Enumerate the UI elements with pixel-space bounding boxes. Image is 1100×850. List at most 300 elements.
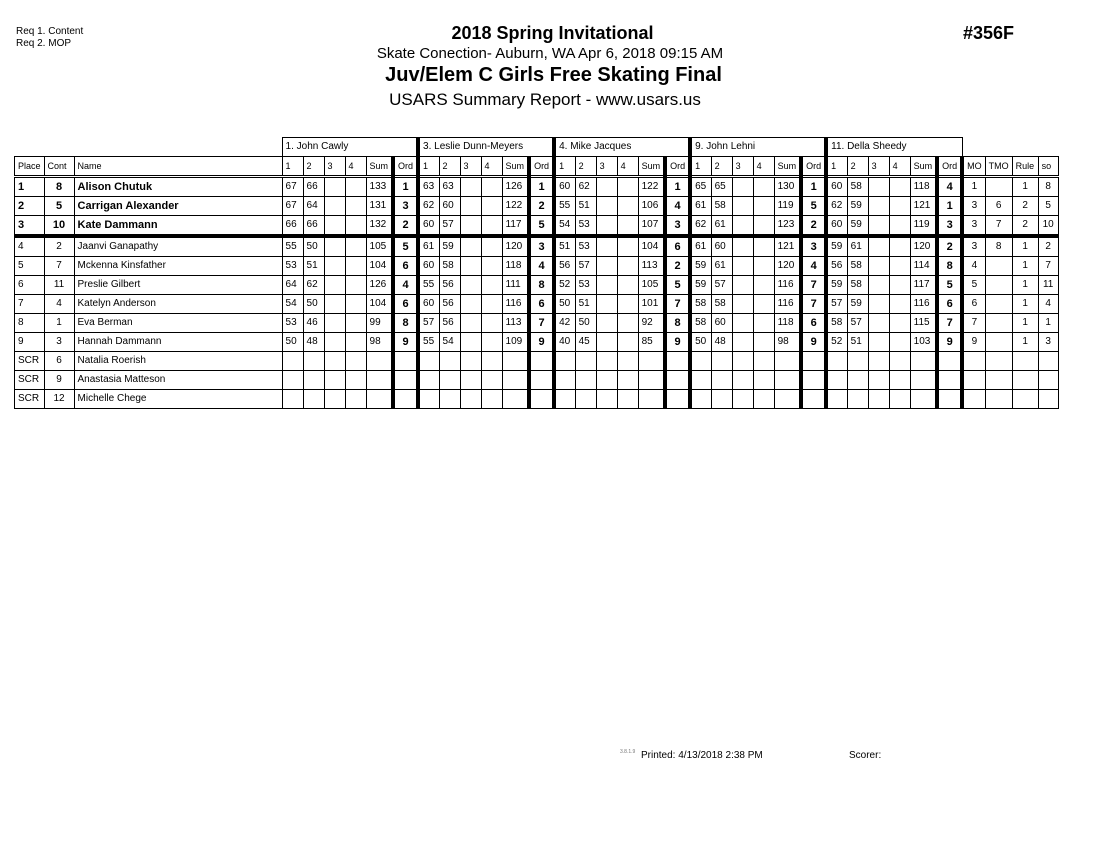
score-4-cell [345,333,366,352]
score-ordinal-cell: 6 [529,295,554,314]
score-1-cell: 60 [418,295,439,314]
score-3-cell [324,390,345,409]
col-judge-1: 1 [418,157,439,177]
score-2-cell: 53 [575,216,596,237]
score-1-cell: 59 [690,276,711,295]
score-2-cell: 58 [847,276,868,295]
score-1-cell: 60 [826,216,847,237]
score-2-cell: 58 [847,177,868,197]
score-4-cell [753,177,774,197]
score-4-cell [345,276,366,295]
place-cell: 1 [15,177,45,197]
score-1-cell: 67 [282,177,303,197]
score-sum-cell [638,371,665,390]
score-2-cell: 66 [303,216,324,237]
score-sum-cell: 117 [910,276,937,295]
score-2-cell: 56 [439,276,460,295]
score-3-cell [732,314,753,333]
score-2-cell: 53 [575,236,596,257]
score-3-cell [732,390,753,409]
col-judge-ord: Ord [529,157,554,177]
score-3-cell [868,197,889,216]
score-2-cell: 59 [847,295,868,314]
score-sum-cell: 98 [774,333,801,352]
score-3-cell [460,197,481,216]
score-ordinal-cell: 6 [937,295,962,314]
score-3-cell [868,236,889,257]
score-ordinal-cell [937,390,962,409]
score-sum-cell: 118 [910,177,937,197]
event-title: Juv/Elem C Girls Free Skating Final [385,64,722,86]
score-1-cell [418,352,439,371]
score-2-cell [575,371,596,390]
col-judge-2: 2 [303,157,324,177]
score-4-cell [345,257,366,276]
score-4-cell [753,216,774,237]
col-judge-3: 3 [596,157,617,177]
score-sum-cell: 98 [366,333,393,352]
score-4-cell [481,177,502,197]
score-1-cell: 66 [282,216,303,237]
score-2-cell: 64 [303,197,324,216]
col-judge-4: 4 [345,157,366,177]
score-2-cell [847,371,868,390]
score-1-cell: 52 [826,333,847,352]
score-sum-cell [366,390,393,409]
score-sum-cell: 118 [774,314,801,333]
score-ordinal-cell: 2 [665,257,690,276]
score-ordinal-cell: 4 [801,257,826,276]
score-3-cell [868,177,889,197]
score-ordinal-cell: 6 [665,236,690,257]
score-2-cell: 51 [575,197,596,216]
contestant-number-cell: 8 [44,177,74,197]
score-3-cell [732,236,753,257]
skater-name-cell: Anastasia Matteson [74,371,282,390]
score-2-cell: 57 [439,216,460,237]
score-3-cell [596,371,617,390]
score-ordinal-cell [665,352,690,371]
score-1-cell [554,390,575,409]
score-2-cell: 58 [711,295,732,314]
score-sum-cell: 119 [774,197,801,216]
score-1-cell: 60 [554,177,575,197]
tmo-cell [985,390,1012,409]
place-cell: SCR [15,352,45,371]
score-ordinal-cell [393,371,418,390]
score-sum-cell [638,390,665,409]
col-rule: Rule [1012,157,1038,177]
score-ordinal-cell: 1 [665,177,690,197]
so-cell: 5 [1038,197,1058,216]
score-1-cell: 53 [282,314,303,333]
col-judge-2: 2 [847,157,868,177]
score-1-cell: 64 [282,276,303,295]
score-1-cell: 60 [418,216,439,237]
col-name: Name [74,157,282,177]
score-3-cell [732,197,753,216]
score-1-cell: 42 [554,314,575,333]
score-sum-cell: 107 [638,216,665,237]
score-2-cell [439,371,460,390]
rule-cell: 1 [1012,177,1038,197]
place-cell: 3 [15,216,45,237]
score-4-cell [481,352,502,371]
score-ordinal-cell: 6 [801,314,826,333]
score-sum-cell: 92 [638,314,665,333]
score-ordinal-cell: 9 [801,333,826,352]
score-1-cell [554,352,575,371]
score-1-cell [282,352,303,371]
col-judge-1: 1 [282,157,303,177]
score-sum-cell: 118 [502,257,529,276]
score-3-cell [868,371,889,390]
score-4-cell [617,295,638,314]
score-sum-cell: 85 [638,333,665,352]
score-2-cell: 62 [575,177,596,197]
score-4-cell [889,295,910,314]
score-sum-cell: 126 [502,177,529,197]
place-cell: SCR [15,390,45,409]
score-ordinal-cell: 1 [937,197,962,216]
score-ordinal-cell: 4 [937,177,962,197]
rule-cell [1012,390,1038,409]
score-2-cell: 60 [711,314,732,333]
score-1-cell [418,371,439,390]
score-1-cell [826,371,847,390]
score-ordinal-cell: 3 [937,216,962,237]
score-3-cell [868,295,889,314]
score-sum-cell [502,390,529,409]
score-3-cell [596,333,617,352]
score-4-cell [889,257,910,276]
score-3-cell [460,216,481,237]
place-cell: 8 [15,314,45,333]
score-1-cell [690,371,711,390]
score-3-cell [596,314,617,333]
so-cell: 1 [1038,314,1058,333]
so-cell: 4 [1038,295,1058,314]
score-ordinal-cell: 4 [529,257,554,276]
col-tmo: TMO [985,157,1012,177]
score-4-cell [889,216,910,237]
requirement-2: Req 2. MOP [16,38,72,49]
score-1-cell: 59 [690,257,711,276]
score-4-cell [753,333,774,352]
score-1-cell: 51 [554,236,575,257]
competition-title: 2018 Spring Invitational [451,23,654,43]
score-2-cell: 53 [575,276,596,295]
score-ordinal-cell: 6 [393,257,418,276]
score-2-cell: 65 [711,177,732,197]
skater-name-cell: Mckenna Kinsfather [74,257,282,276]
score-1-cell: 55 [418,276,439,295]
score-2-cell [847,390,868,409]
rule-cell: 1 [1012,333,1038,352]
score-1-cell: 55 [282,236,303,257]
score-ordinal-cell: 4 [393,276,418,295]
score-1-cell [690,352,711,371]
score-2-cell: 61 [847,236,868,257]
score-3-cell [596,216,617,237]
col-so: so [1038,157,1058,177]
score-ordinal-cell: 5 [801,197,826,216]
score-3-cell [868,333,889,352]
place-cell: 6 [15,276,45,295]
table-row [15,257,1059,276]
score-1-cell: 50 [690,333,711,352]
place-cell: 9 [15,333,45,352]
score-sum-cell: 111 [502,276,529,295]
mo-cell: 5 [962,276,985,295]
score-sum-cell: 116 [774,295,801,314]
score-sum-cell: 126 [366,276,393,295]
rule-cell: 2 [1012,216,1038,237]
score-2-cell: 63 [439,177,460,197]
contestant-number-cell: 3 [44,333,74,352]
score-3-cell [868,276,889,295]
score-3-cell [324,333,345,352]
contestant-number-cell: 11 [44,276,74,295]
col-judge-1: 1 [826,157,847,177]
score-2-cell [439,352,460,371]
score-2-cell: 59 [847,216,868,237]
score-1-cell: 55 [554,197,575,216]
score-sum-cell: 116 [774,276,801,295]
score-4-cell [345,314,366,333]
score-2-cell: 54 [439,333,460,352]
col-judge-2: 2 [711,157,732,177]
score-sum-cell: 117 [502,216,529,237]
col-judge-sum: Sum [638,157,665,177]
score-ordinal-cell: 9 [665,333,690,352]
judge-name: 4. Mike Jacques [554,138,690,157]
score-sum-cell: 120 [774,257,801,276]
score-sum-cell: 131 [366,197,393,216]
skater-name-cell: Hannah Dammann [74,333,282,352]
score-ordinal-cell: 3 [801,236,826,257]
score-3-cell [596,177,617,197]
results-table [14,137,1059,409]
score-ordinal-cell [529,390,554,409]
rule-cell: 1 [1012,295,1038,314]
score-sum-cell: 115 [910,314,937,333]
score-4-cell [481,276,502,295]
score-sum-cell: 122 [638,177,665,197]
col-judge-sum: Sum [774,157,801,177]
score-sum-cell: 120 [910,236,937,257]
score-1-cell [826,352,847,371]
score-ordinal-cell: 8 [665,314,690,333]
score-4-cell [617,236,638,257]
score-sum-cell: 113 [502,314,529,333]
spacer [962,138,1058,157]
score-4-cell [345,216,366,237]
score-ordinal-cell: 9 [937,333,962,352]
score-4-cell [889,276,910,295]
mo-cell [962,371,985,390]
contestant-number-cell: 10 [44,216,74,237]
score-2-cell: 60 [711,236,732,257]
score-4-cell [481,257,502,276]
score-4-cell [753,236,774,257]
event-number: #356F [963,23,1015,43]
contestant-number-cell: 4 [44,295,74,314]
score-sum-cell: 130 [774,177,801,197]
col-judge-4: 4 [753,157,774,177]
score-2-cell [439,390,460,409]
skater-name-cell: Carrigan Alexander [74,197,282,216]
score-sum-cell: 109 [502,333,529,352]
col-judge-sum: Sum [366,157,393,177]
tmo-cell [985,276,1012,295]
score-3-cell [868,257,889,276]
score-3-cell [460,352,481,371]
score-3-cell [324,177,345,197]
table-row [15,333,1059,352]
score-3-cell [596,295,617,314]
mo-cell: 9 [962,333,985,352]
score-2-cell [711,352,732,371]
table-row [15,197,1059,216]
score-ordinal-cell: 3 [665,216,690,237]
score-ordinal-cell: 8 [393,314,418,333]
score-4-cell [753,390,774,409]
score-3-cell [460,177,481,197]
skater-name-cell: Preslie Gilbert [74,276,282,295]
score-3-cell [460,236,481,257]
score-2-cell: 60 [439,197,460,216]
col-judge-3: 3 [732,157,753,177]
score-2-cell: 62 [303,276,324,295]
so-cell [1038,352,1058,371]
requirement-1: Req 1. Content [16,26,84,37]
score-2-cell: 59 [439,236,460,257]
score-4-cell [345,177,366,197]
place-cell: 7 [15,295,45,314]
score-ordinal-cell [529,371,554,390]
score-3-cell [596,236,617,257]
score-sum-cell: 105 [638,276,665,295]
score-2-cell: 57 [847,314,868,333]
score-sum-cell: 119 [910,216,937,237]
score-ordinal-cell: 5 [937,276,962,295]
score-sum-cell: 106 [638,197,665,216]
rule-cell: 1 [1012,257,1038,276]
score-2-cell [303,352,324,371]
table-row [15,390,1059,409]
col-judge-1: 1 [690,157,711,177]
score-3-cell [732,276,753,295]
contestant-number-cell: 9 [44,371,74,390]
contestant-number-cell: 6 [44,352,74,371]
score-1-cell: 54 [282,295,303,314]
score-2-cell: 46 [303,314,324,333]
score-3-cell [596,276,617,295]
score-1-cell [418,390,439,409]
score-1-cell: 59 [826,236,847,257]
score-3-cell [596,390,617,409]
tmo-cell: 8 [985,236,1012,257]
score-sum-cell: 114 [910,257,937,276]
score-ordinal-cell: 3 [393,197,418,216]
score-2-cell: 51 [575,295,596,314]
score-3-cell [868,390,889,409]
score-4-cell [889,352,910,371]
rule-cell: 1 [1012,236,1038,257]
score-sum-cell: 99 [366,314,393,333]
score-4-cell [345,236,366,257]
score-3-cell [324,197,345,216]
score-sum-cell: 116 [502,295,529,314]
score-1-cell: 62 [826,197,847,216]
score-4-cell [345,390,366,409]
mo-cell: 1 [962,177,985,197]
col-cont: Cont [44,157,74,177]
score-4-cell [617,197,638,216]
score-3-cell [324,236,345,257]
score-3-cell [868,216,889,237]
score-4-cell [753,371,774,390]
score-4-cell [345,352,366,371]
score-2-cell [303,390,324,409]
score-ordinal-cell: 1 [801,177,826,197]
score-2-cell: 48 [303,333,324,352]
score-ordinal-cell: 7 [937,314,962,333]
col-judge-ord: Ord [393,157,418,177]
score-sum-cell: 123 [774,216,801,237]
score-3-cell [460,276,481,295]
competition-location: Skate Conection- Auburn, WA Apr 6, 2018 09:15 AM [376,45,724,62]
score-sum-cell [502,371,529,390]
judge-name: 11. Della Sheedy [826,138,962,157]
score-ordinal-cell: 1 [393,177,418,197]
score-3-cell [732,371,753,390]
score-1-cell [282,371,303,390]
score-ordinal-cell [665,390,690,409]
printed-timestamp: Printed: 4/13/2018 2:38 PM [641,750,763,761]
rule-cell [1012,352,1038,371]
score-ordinal-cell: 3 [529,236,554,257]
col-judge-3: 3 [324,157,345,177]
tmo-cell [985,333,1012,352]
score-1-cell: 60 [826,177,847,197]
score-3-cell [732,352,753,371]
tmo-cell [985,257,1012,276]
score-2-cell: 51 [847,333,868,352]
report-title: USARS Summary Report - www.usars.us [389,90,701,109]
skater-name-cell: Kate Dammann [74,216,282,237]
score-1-cell: 65 [690,177,711,197]
score-4-cell [481,216,502,237]
tmo-cell [985,295,1012,314]
score-4-cell [617,333,638,352]
score-1-cell: 56 [826,257,847,276]
score-1-cell: 54 [554,216,575,237]
score-4-cell [753,314,774,333]
score-2-cell: 50 [303,236,324,257]
score-ordinal-cell [937,371,962,390]
score-3-cell [732,333,753,352]
col-judge-2: 2 [439,157,460,177]
column-header-row [15,157,1059,177]
spacer [15,138,283,157]
score-sum-cell [774,371,801,390]
score-4-cell [345,295,366,314]
tmo-cell [985,371,1012,390]
score-4-cell [617,257,638,276]
score-sum-cell [366,352,393,371]
